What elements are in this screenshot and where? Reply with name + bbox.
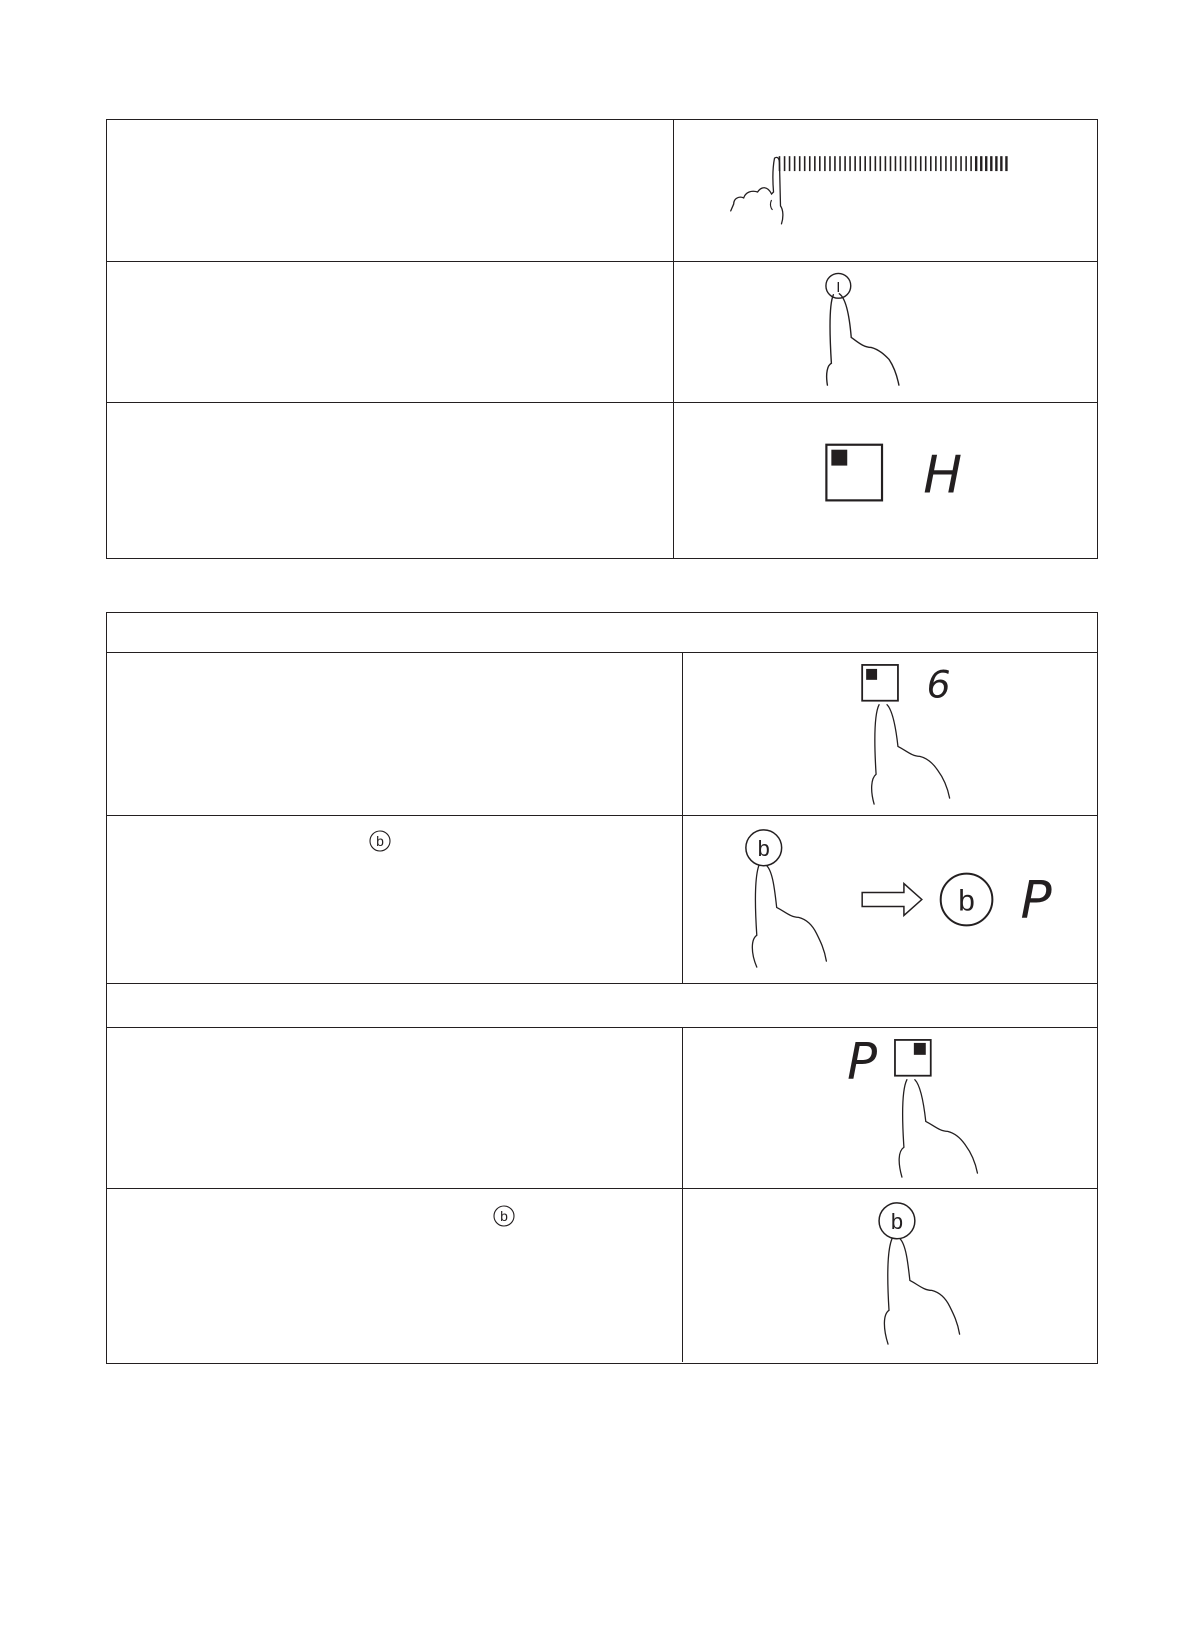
slider-scale-icon xyxy=(780,156,1007,171)
table-a-row-1-text xyxy=(107,120,674,261)
power-key-glyph: I xyxy=(836,279,841,296)
table-b-row-2-text xyxy=(107,816,683,983)
zone-residual-heat-illustration xyxy=(674,403,1097,558)
finger-tip-detail xyxy=(770,200,772,210)
power-level-display: 6 xyxy=(926,662,951,707)
finger-hand-icon xyxy=(731,157,783,223)
table-b-row-3-text xyxy=(107,1028,683,1188)
table-a xyxy=(106,119,1098,559)
finger-hand-icon xyxy=(872,705,950,804)
boost-key-touch-illustration xyxy=(683,816,1097,983)
power-key-touch-illustration xyxy=(674,262,1097,402)
table-a-row-3 xyxy=(107,402,1097,558)
zone-indicator-dot xyxy=(914,1043,926,1055)
power-key-touch-svg xyxy=(674,262,1097,402)
boost-key-cancel-illustration xyxy=(683,1189,1097,1362)
boost-key-glyph: b xyxy=(757,835,770,861)
boost-display: P xyxy=(1020,870,1052,931)
arrow-right-icon xyxy=(862,884,922,916)
table-b-row-2 xyxy=(107,815,1097,983)
finger-hand-icon xyxy=(752,866,826,967)
boost-indicator-glyph: b xyxy=(958,884,975,918)
zone-key-after-boost-illustration xyxy=(683,1028,1097,1188)
zone-key-touch-illustration xyxy=(683,653,1097,815)
table-b-header-2-cell xyxy=(107,984,1097,1027)
slider-touch-svg xyxy=(674,120,1097,261)
svg-text:b: b xyxy=(500,1208,508,1224)
table-b-row-4-text xyxy=(107,1189,683,1362)
table-b-row-1 xyxy=(107,652,1097,815)
boost-display: P xyxy=(847,1032,878,1091)
boost-inline-icon xyxy=(369,830,391,852)
table-b-row-1-text xyxy=(107,653,683,815)
table-b-row-3 xyxy=(107,1027,1097,1188)
boost-key-cancel-svg xyxy=(683,1189,1097,1362)
slider-touch-illustration xyxy=(674,120,1097,261)
finger-hand-icon xyxy=(899,1080,977,1177)
table-a-row-2 xyxy=(107,261,1097,402)
zone-key-touch-svg xyxy=(683,653,1097,815)
boost-inline-icon xyxy=(493,1205,515,1227)
table-b-header-1-cell xyxy=(107,613,1097,652)
boost-key-glyph: b xyxy=(890,1208,904,1234)
finger-hand-icon xyxy=(827,294,899,385)
zone-key-after-boost-svg xyxy=(683,1028,1097,1188)
table-a-row-2-text xyxy=(107,262,674,402)
table-a-row-1 xyxy=(107,120,1097,261)
finger-hand-icon xyxy=(884,1239,959,1344)
table-b xyxy=(106,612,1098,1364)
zone-indicator-dot xyxy=(831,450,847,466)
table-a-row-3-text xyxy=(107,403,674,558)
zone-indicator-dot xyxy=(866,669,877,680)
table-b-header-2 xyxy=(107,983,1097,1027)
table-b-header-1 xyxy=(107,613,1097,652)
boost-key-touch-svg xyxy=(683,816,1097,983)
residual-heat-display: H xyxy=(923,445,963,506)
zone-residual-heat-svg xyxy=(674,403,1097,558)
table-b-row-4 xyxy=(107,1188,1097,1362)
svg-text:b: b xyxy=(376,833,384,849)
